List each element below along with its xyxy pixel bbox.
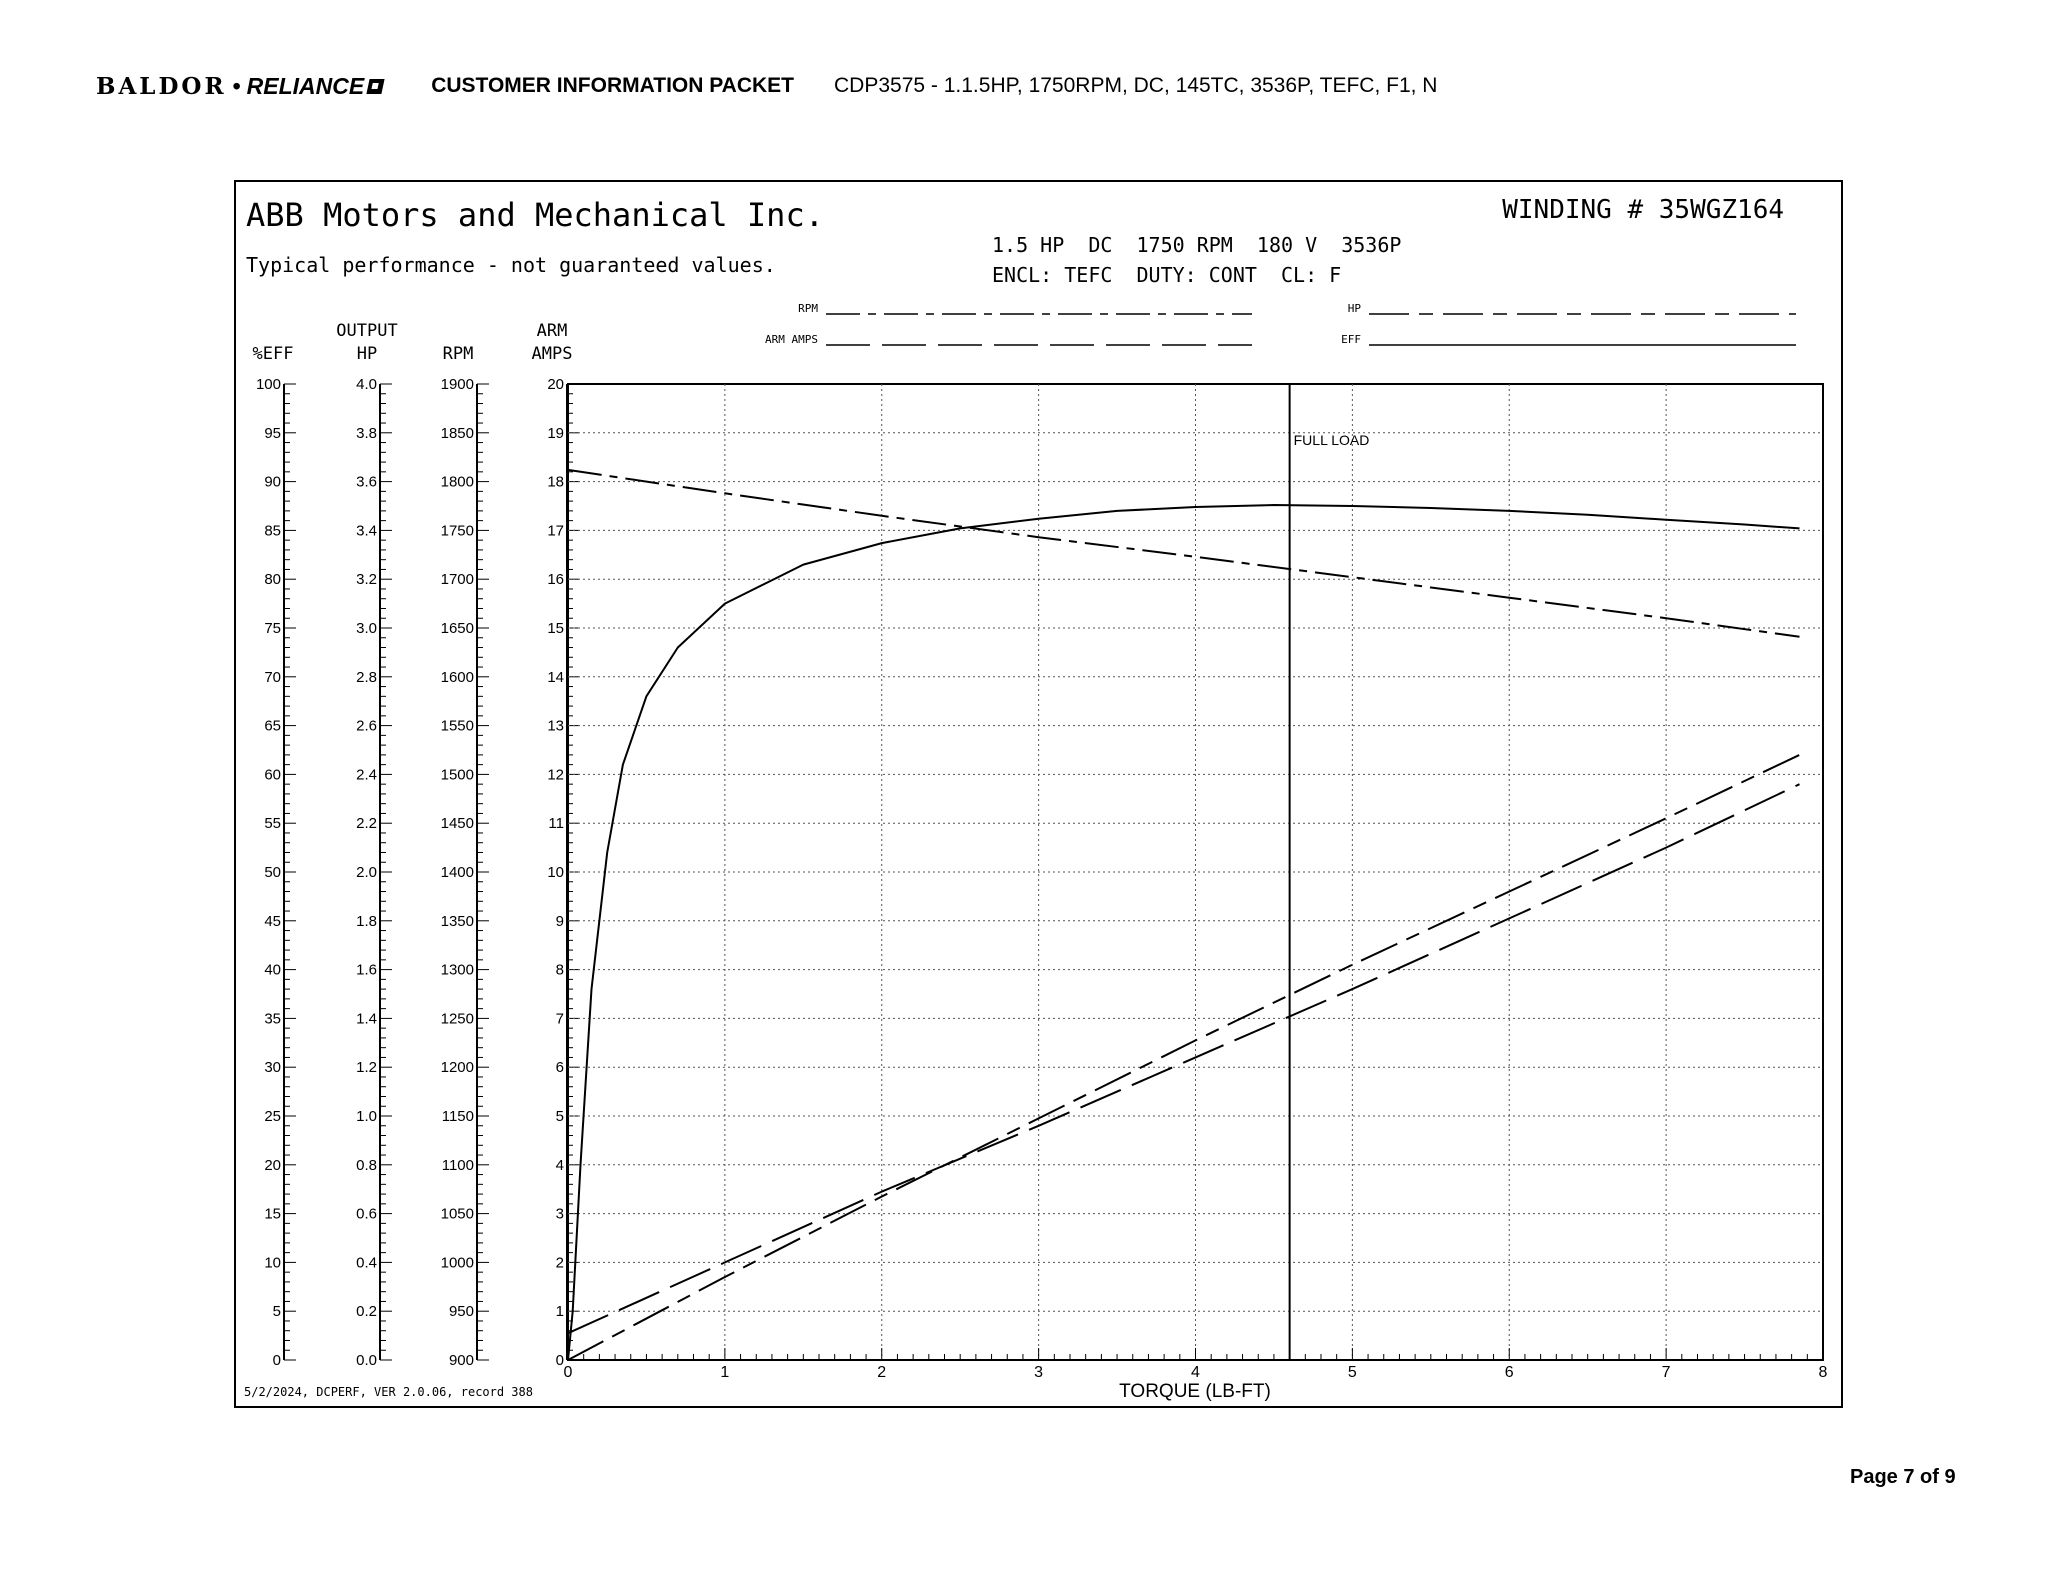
left-axis-tick-label: 1550 bbox=[440, 717, 474, 735]
left-axis-tick-label: 2.2 bbox=[356, 815, 377, 833]
left-axis-tick-label: 7 bbox=[555, 1010, 564, 1028]
left-axis-tick-label: 50 bbox=[264, 864, 281, 881]
series-line-hp bbox=[568, 755, 1800, 1360]
left-axis-tick-label: 5 bbox=[555, 1108, 564, 1125]
left-axis-tick-label: 17 bbox=[547, 522, 564, 540]
axis-header-label: ARM bbox=[536, 321, 568, 341]
axis-header-label: HP bbox=[356, 344, 378, 364]
left-axis-tick-label: 2.8 bbox=[356, 668, 377, 686]
left-axis-tick-label: 5 bbox=[272, 1303, 281, 1321]
left-axes bbox=[256, 376, 579, 1369]
x-tick-label: 8 bbox=[1818, 1364, 1828, 1381]
left-axis-tick-label: 1750 bbox=[440, 522, 474, 540]
left-axis-tick-label: 0.8 bbox=[356, 1156, 377, 1174]
legend-label: EFF bbox=[1341, 333, 1361, 346]
left-axis-tick-label: 0.2 bbox=[356, 1303, 377, 1321]
left-axis-tick-label: 18 bbox=[547, 473, 564, 491]
full-load-label: FULL LOAD bbox=[1293, 432, 1370, 448]
left-axis-tick-label: 25 bbox=[264, 1108, 281, 1125]
left-axis-tick-label: 4.0 bbox=[356, 376, 377, 393]
page-number: Page 7 of 9 bbox=[1850, 1466, 1956, 1488]
x-tick-label: 6 bbox=[1504, 1364, 1514, 1381]
left-axis-tick-label: 70 bbox=[264, 668, 281, 686]
left-axis-tick-label: 1650 bbox=[440, 620, 474, 637]
left-axis-tick-label: 3.2 bbox=[356, 571, 377, 589]
left-axis-tick-label: 1900 bbox=[440, 376, 474, 393]
winding-number: WINDING # 35WGZ164 bbox=[1502, 195, 1784, 225]
left-axis-tick-label: 19 bbox=[547, 424, 564, 442]
series-line-eff bbox=[568, 505, 1800, 1360]
left-axis-tick-label: 11 bbox=[548, 815, 564, 833]
left-axis-tick-label: 1100 bbox=[441, 1156, 474, 1174]
plot-grid bbox=[568, 384, 1823, 1360]
left-axis-tick-label: 3 bbox=[555, 1205, 564, 1223]
left-axis-tick-label: 1500 bbox=[440, 766, 474, 784]
left-axis-tick-label: 2 bbox=[555, 1254, 564, 1272]
left-axis-tick-label: 950 bbox=[448, 1303, 474, 1321]
legend-label: HP bbox=[1347, 302, 1361, 315]
x-tick-label: 0 bbox=[563, 1364, 573, 1381]
left-axis-tick-label: 1.8 bbox=[356, 912, 377, 930]
left-axis-tick-label: 100 bbox=[255, 376, 281, 393]
left-axis-tick-label: 1200 bbox=[440, 1059, 474, 1077]
left-axis-tick-label: 1150 bbox=[441, 1108, 474, 1125]
left-axis-tick-label: 6 bbox=[555, 1059, 564, 1077]
axis-header-label: RPM bbox=[442, 344, 474, 364]
x-tick-label: 7 bbox=[1661, 1364, 1671, 1381]
series-lines bbox=[568, 470, 1800, 1360]
left-axis-tick-label: 3.0 bbox=[356, 620, 377, 637]
left-axis-tick-label: 1400 bbox=[440, 864, 474, 881]
left-axis-tick-label: 1350 bbox=[440, 912, 474, 930]
legend-label: RPM bbox=[798, 302, 818, 315]
chart-legend bbox=[765, 302, 1796, 346]
left-axis-tick-label: 0 bbox=[555, 1352, 564, 1369]
left-axis-tick-label: 55 bbox=[264, 815, 281, 833]
company-name: ABB Motors and Mechanical Inc. bbox=[246, 196, 824, 234]
left-axis-tick-label: 20 bbox=[264, 1156, 281, 1174]
left-axis-tick-label: 1600 bbox=[440, 668, 474, 686]
left-axis-tick-label: 65 bbox=[264, 717, 281, 735]
x-axis bbox=[564, 1348, 1828, 1381]
left-axis-tick-label: 30 bbox=[264, 1059, 281, 1077]
left-axis-tick-label: 1050 bbox=[440, 1205, 474, 1223]
left-axis-tick-label: 1.6 bbox=[356, 961, 377, 979]
x-tick-label: 2 bbox=[877, 1364, 887, 1381]
left-axis-tick-label: 75 bbox=[264, 620, 281, 637]
left-axis-tick-label: 1850 bbox=[440, 424, 474, 442]
left-axis-tick-label: 12 bbox=[547, 766, 564, 784]
left-axis-tick-label: 4 bbox=[555, 1156, 564, 1174]
left-axis-tick-label: 90 bbox=[264, 473, 281, 491]
left-axis-tick-label: 1450 bbox=[440, 815, 474, 833]
left-axis-tick-label: 3.8 bbox=[356, 424, 377, 442]
x-tick-label: 5 bbox=[1347, 1364, 1357, 1381]
left-axis-tick-label: 15 bbox=[264, 1205, 281, 1223]
left-axis-tick-label: 35 bbox=[264, 1010, 281, 1028]
brand-baldor: BALDOR bbox=[96, 72, 227, 100]
spec-line-1: 1.5 HP DC 1750 RPM 180 V 3536P bbox=[992, 233, 1402, 257]
spec-line-2: ENCL: TEFC DUTY: CONT CL: F bbox=[992, 263, 1342, 287]
left-axis-tick-label: 40 bbox=[264, 961, 281, 979]
left-axis-tick-label: 20 bbox=[547, 376, 564, 393]
left-axis-tick-label: 9 bbox=[555, 912, 564, 930]
left-axis-tick-label: 95 bbox=[264, 424, 281, 442]
axis-headers bbox=[253, 321, 573, 364]
left-axis-tick-label: 2.0 bbox=[356, 864, 377, 881]
model-description: CDP3575 - 1.1.5HP, 1750RPM, DC, 145TC, 3536P, TEFC, F1, N bbox=[834, 74, 1438, 97]
left-axis-tick-label: 3.4 bbox=[356, 522, 377, 540]
x-tick-label: 4 bbox=[1191, 1364, 1200, 1381]
left-axis-tick-label: 3.6 bbox=[356, 473, 377, 491]
left-axis-tick-label: 80 bbox=[264, 571, 281, 589]
left-axis-tick-label: 45 bbox=[264, 912, 281, 930]
left-axis-tick-label: 0.6 bbox=[356, 1205, 377, 1223]
left-axis-tick-label: 1 bbox=[555, 1303, 564, 1321]
brand-separator: • bbox=[232, 72, 241, 99]
chart-subtitle: Typical performance - not guaranteed values. bbox=[246, 253, 776, 277]
legend-label: ARM AMPS bbox=[765, 333, 818, 346]
axis-header-label: %EFF bbox=[252, 344, 294, 364]
left-axis-tick-label: 10 bbox=[264, 1254, 281, 1272]
packet-title: CUSTOMER INFORMATION PACKET bbox=[431, 74, 795, 97]
left-axis-tick-label: 0.4 bbox=[356, 1254, 377, 1272]
x-axis-label: TORQUE (LB-FT) bbox=[1119, 1381, 1271, 1402]
left-axis-tick-label: 1300 bbox=[440, 961, 474, 979]
axis-header-label: AMPS bbox=[531, 344, 573, 364]
left-axis-tick-label: 2.6 bbox=[356, 717, 377, 735]
axis-header-label: OUTPUT bbox=[336, 321, 398, 341]
left-axis-tick-label: 14 bbox=[547, 668, 564, 686]
left-axis-tick-label: 15 bbox=[547, 620, 564, 637]
x-tick-label: 1 bbox=[720, 1364, 730, 1381]
left-axis-tick-label: 1.0 bbox=[356, 1108, 377, 1125]
left-axis-tick-label: 1.4 bbox=[356, 1010, 377, 1028]
left-axis-tick-label: 1800 bbox=[440, 473, 474, 491]
left-axis-tick-label: 16 bbox=[547, 571, 564, 589]
left-axis-tick-label: 0.0 bbox=[356, 1352, 377, 1369]
left-axis-tick-label: 1250 bbox=[440, 1010, 474, 1028]
left-axis-tick-label: 1.2 bbox=[356, 1059, 377, 1077]
left-axis-tick-label: 900 bbox=[448, 1352, 474, 1369]
left-axis-tick-label: 60 bbox=[264, 766, 281, 784]
left-axis-tick-label: 13 bbox=[547, 717, 564, 735]
left-axis-tick-label: 1700 bbox=[440, 571, 474, 589]
left-axis-tick-label: 10 bbox=[547, 864, 564, 881]
left-axis-tick-label: 1000 bbox=[440, 1254, 474, 1272]
chart-footer: 5/2/2024, DCPERF, VER 2.0.06, record 388 bbox=[244, 1385, 533, 1399]
left-axis-tick-label: 85 bbox=[264, 522, 281, 540]
left-axis-tick-label: 2.4 bbox=[356, 766, 377, 784]
left-axis-tick-label: 8 bbox=[555, 961, 564, 979]
x-tick-label: 3 bbox=[1034, 1364, 1044, 1381]
series-line-arm-amps bbox=[568, 784, 1800, 1333]
brand-reliance: RELIANCE bbox=[246, 72, 365, 99]
left-axis-tick-label: 0 bbox=[272, 1352, 281, 1369]
series-line-rpm bbox=[568, 470, 1800, 637]
